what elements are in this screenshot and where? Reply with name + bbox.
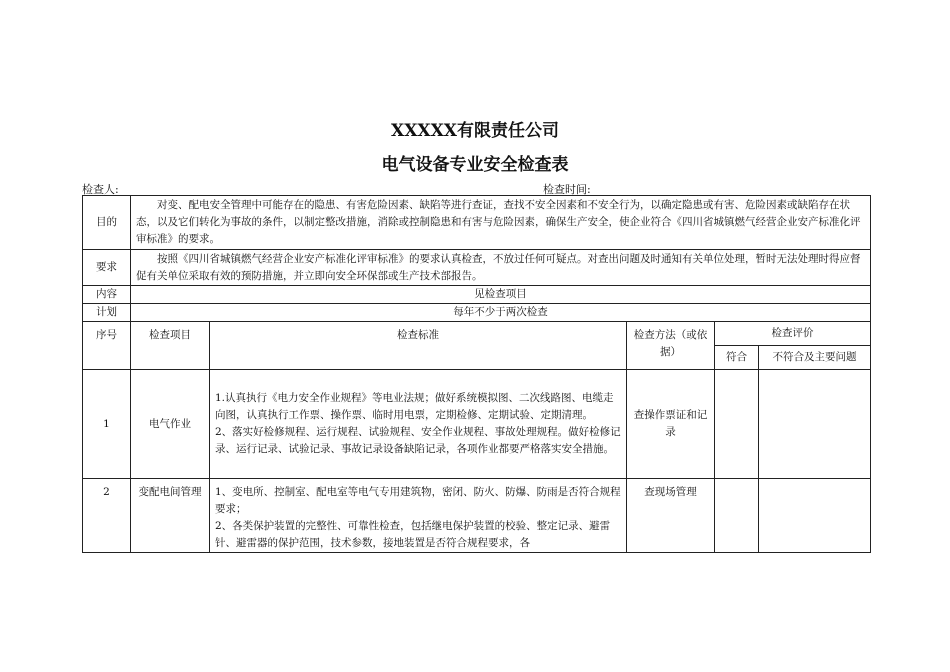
row-nonconform-cell[interactable] (759, 479, 871, 553)
inspection-table (82, 195, 871, 553)
row-conform-cell[interactable] (715, 479, 759, 553)
col-no-header: 序号 (83, 322, 131, 370)
standard-line: 1.认真执行《电力安全作业规程》等电业法规；做好系统模拟图、二次线路图、电缆走向图，认真执行工作票、操作票、临时用电票，定期检修、定期试验、定期清理。 (215, 392, 614, 421)
plan-text: 每年不少于两次检查 (131, 304, 871, 322)
standard-line: 2、落实好检修规程、运行规程、试验规程、安全作业规程、事故处理规程。做好检修记录、运行记录、试验记录、事故记录设备缺陷记录，各项作业都要严格落实安全措施。 (215, 426, 621, 455)
plan-label: 计划 (83, 304, 131, 322)
row-standard (210, 370, 627, 479)
purpose-label: 目的 (83, 196, 131, 250)
row-no: 1 (83, 370, 131, 479)
form-title: 电气设备专业安全检查表 (381, 155, 569, 175)
row-method: 查现场管理 (627, 479, 715, 553)
row-item: 变配电间管理 (131, 479, 210, 553)
col-item-header: 检查项目 (131, 322, 210, 370)
row-conform-cell[interactable] (715, 370, 759, 479)
standard-line: 2、各类保护装置的完整性、可靠性检查，包括继电保护装置的校验、整定记录、避雷针、避雷器的保护范围，技术参数，接地装置是否符合规程要求，各 (215, 520, 611, 549)
inspector-label: 检查人: (82, 183, 119, 196)
content-row (83, 286, 871, 304)
table-row (83, 370, 871, 479)
standard-line: 1、变电所、控制室、配电室等电气专用建筑物，密闭、防火、防爆、防雨是否符合规程要求； (215, 486, 621, 515)
col-nonconform-header: 不符合及主要问题 (759, 346, 871, 370)
purpose-row (83, 196, 871, 250)
col-standard-header: 检查标准 (210, 322, 627, 370)
content-text: 见检查项目 (131, 286, 871, 304)
header-row-1 (83, 322, 871, 346)
requirement-row (83, 250, 871, 286)
row-nonconform-cell[interactable] (759, 370, 871, 479)
company-name: XXXXX有限责任公司 (391, 121, 559, 141)
plan-row (83, 304, 871, 322)
row-no: 2 (83, 479, 131, 553)
content-label: 内容 (83, 286, 131, 304)
table-row (83, 479, 871, 553)
row-item: 电气作业 (131, 370, 210, 479)
requirement-label: 要求 (83, 250, 131, 286)
col-evaluation-header: 检查评价 (715, 322, 871, 346)
col-method-header: 检查方法（或依据） (627, 322, 715, 370)
requirement-text: 按照《四川省城镇燃气经营企业安产标准化评审标准》的要求认真检查，不放过任何可疑点。对查出问题及时通知有关单位处理，暂时无法处理时得应督促有关单位采取有效的预防措施，并立即向安全环保部或生产技术部报告。 (131, 250, 871, 286)
inspection-time-label: 检查时间: (543, 183, 591, 196)
purpose-text: 对变、配电安全管理中可能存在的隐患、有害危险因素、缺陷等进行查证，查找不安全因素和不安全行为，以确定隐患或有害、危险因素或缺陷存在状态，以及它们转化为事故的条件，以制定整改措施，消除或控制隐患和有害与危险因素，确保生产安全，使企业符合《四川省城镇燃气经营企业安产标准化评审标准》的要求。 (131, 196, 871, 250)
row-method: 查操作票证和记录 (627, 370, 715, 479)
row-standard (210, 479, 627, 553)
col-conform-header: 符合 (715, 346, 759, 370)
